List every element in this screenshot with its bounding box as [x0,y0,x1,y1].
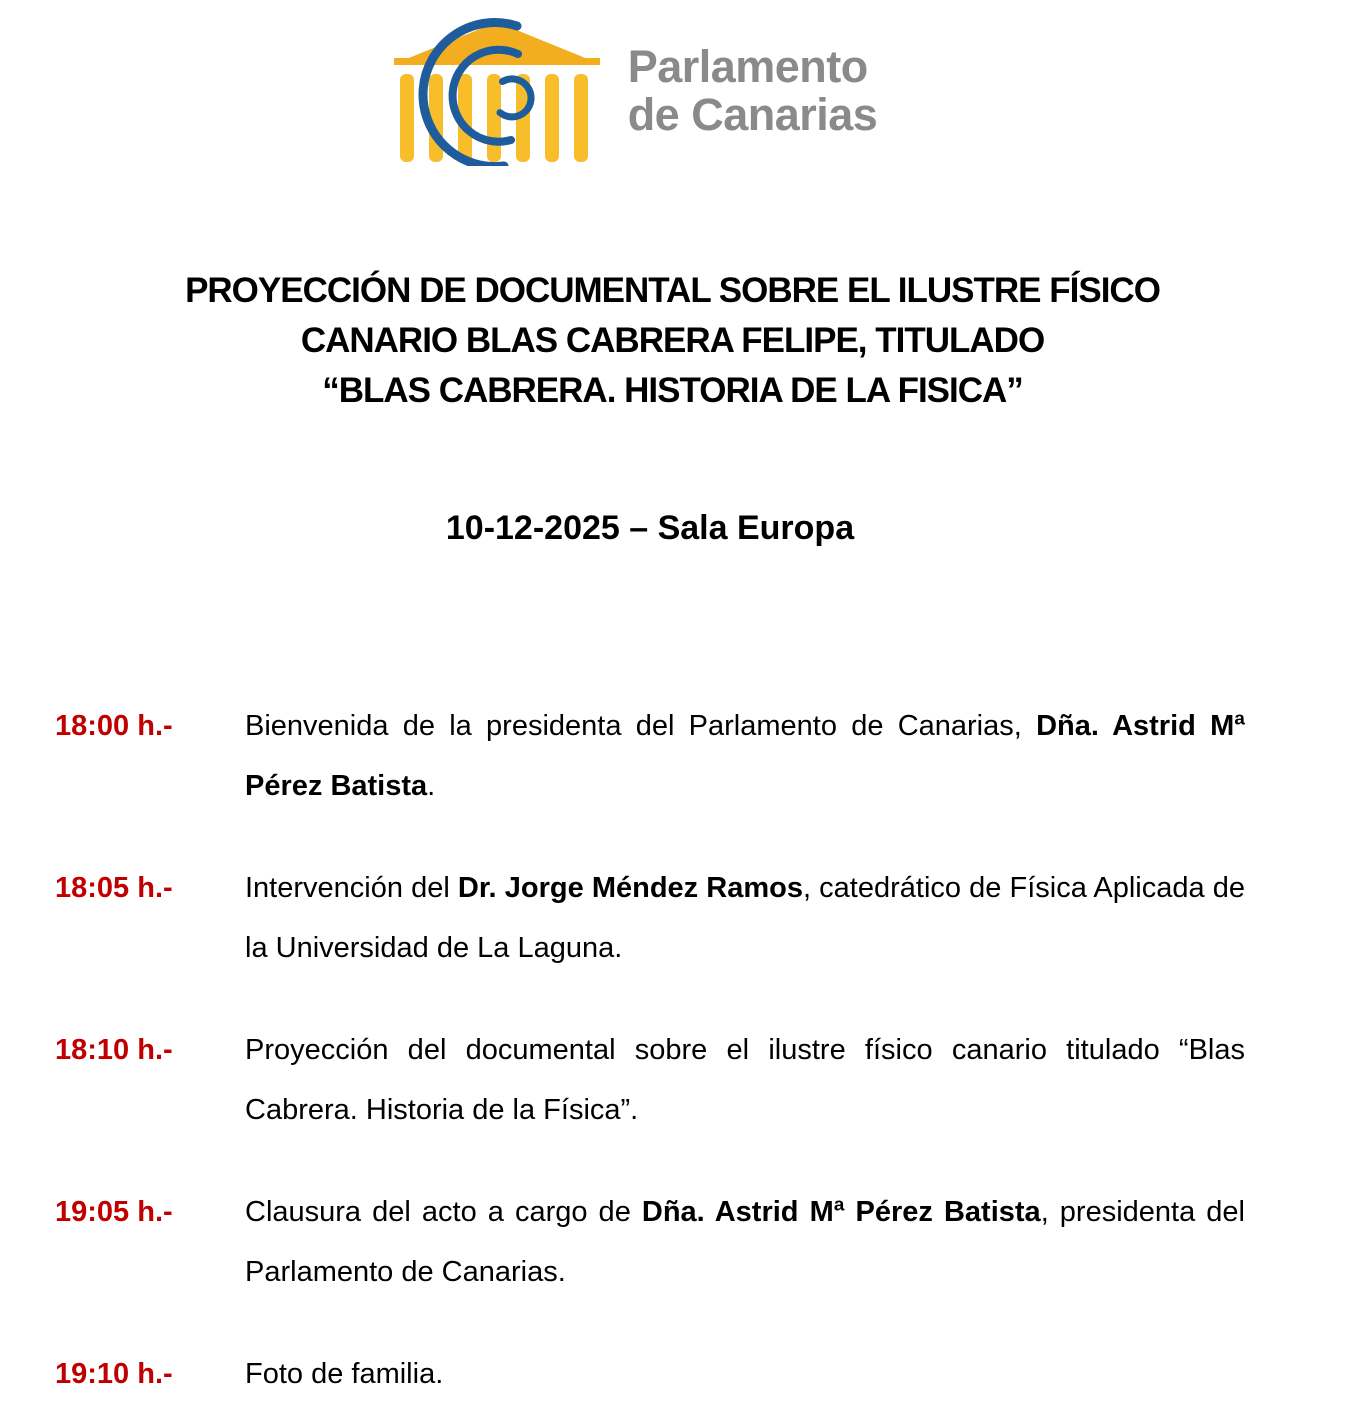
desc-pre: Foto de familia. [245,1358,444,1390]
logo-line-1: Parlamento [627,41,868,92]
logo-text [628,43,878,139]
schedule-description [245,1182,1245,1302]
schedule-description [245,696,1245,816]
event-date: 10-12-2025 – Sala Europa [445,509,855,547]
schedule-time: 19:10 h.- [55,1358,173,1390]
desc-pre: Clausura del acto a cargo de [245,1196,642,1228]
schedule-description [245,1020,1245,1140]
desc-bold: Dña. Astrid Mª Pérez Batista [641,1196,1041,1228]
desc-pre: Intervención del [245,872,458,904]
desc-post: . [427,770,436,802]
desc-post: , catedrático de Física Aplicada de la Universidad de La Laguna. [245,872,1245,964]
title-line-3: “BLAS CABRERA. HISTORIA DE LA FISICA” [322,371,1023,410]
desc-pre: Bienvenida de la presidenta del Parlamento de Canarias, [245,710,1037,742]
schedule-item [55,1344,1245,1404]
schedule-item [55,696,1245,816]
logo [0,0,1307,166]
schedule-item [55,1020,1245,1140]
desc-bold: Dña. Astrid Mª Pérez Batista [245,710,1245,802]
schedule-time: 19:05 h.- [55,1196,173,1228]
schedule-item [55,858,1245,978]
schedule-description [245,858,1245,978]
desc-post: , presidenta del Parlamento de Canarias. [245,1196,1245,1288]
schedule-time: 18:05 h.- [55,872,173,904]
desc-pre: Proyección del documental sobre el ilustre físico canario titulado “Blas Cabrera. Historia de la Física”. [245,1034,1245,1126]
title-line-1: PROYECCIÓN DE DOCUMENTAL SOBRE EL ILUSTRE FÍSICO [185,271,1160,310]
schedule [0,696,1345,1404]
schedule-time: 18:00 h.- [55,710,173,742]
schedule-description [245,1344,1245,1404]
desc-bold: Dr. Jorge Méndez Ramos [457,872,803,904]
schedule-item [55,1182,1245,1302]
parliament-temple-icon [392,16,602,166]
logo-line-2: de Canarias [627,89,878,140]
event-title [0,266,1345,416]
title-line-2: CANARIO BLAS CABRERA FELIPE, TITULADO [300,321,1045,360]
schedule-time: 18:10 h.- [55,1034,173,1066]
